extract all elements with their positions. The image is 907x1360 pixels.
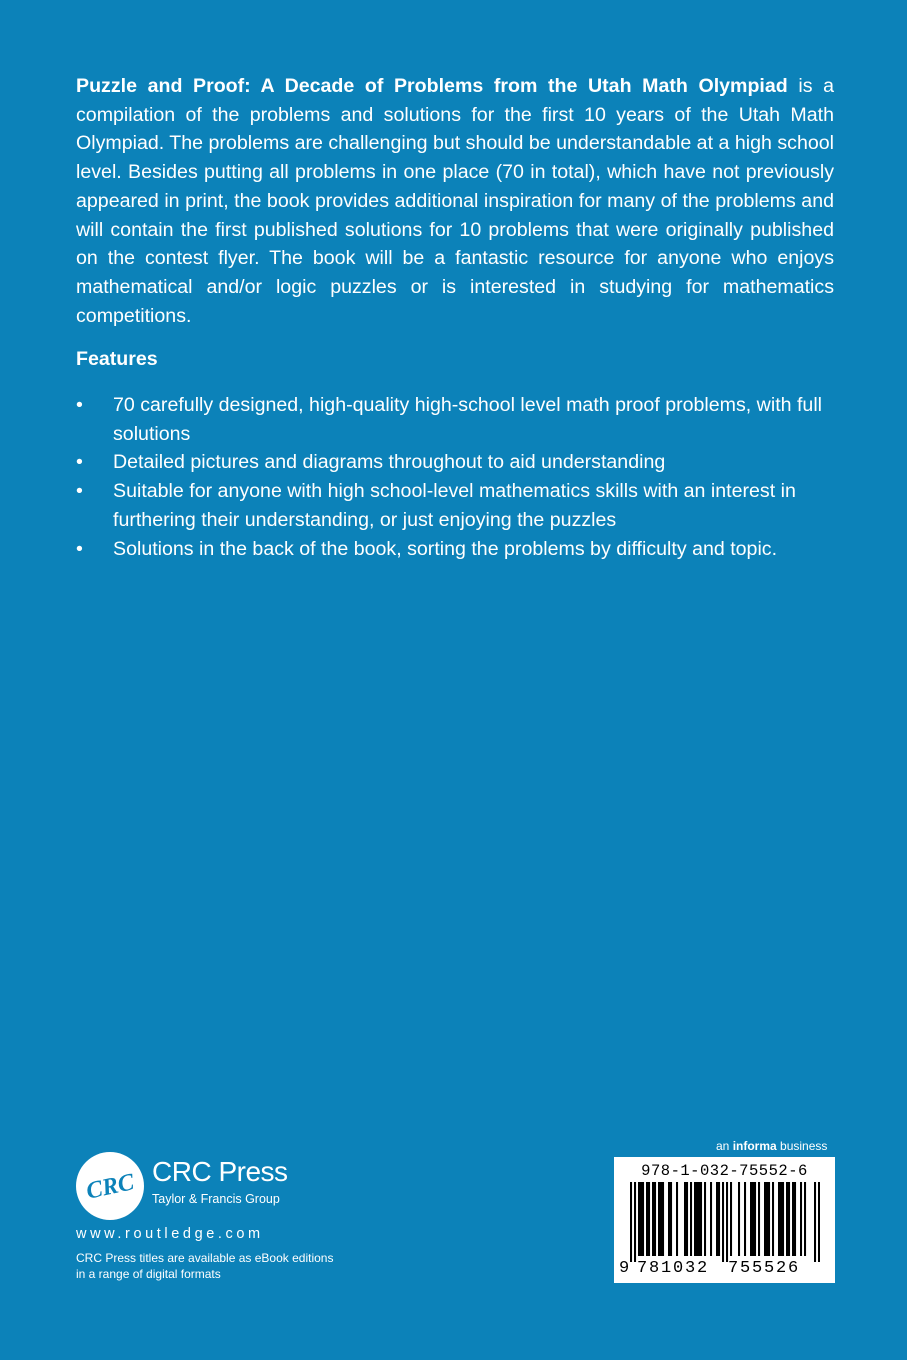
barcode-bar <box>686 1182 688 1256</box>
barcode-bar <box>744 1182 746 1256</box>
barcode-bar <box>640 1182 642 1256</box>
barcode-bar <box>660 1182 662 1256</box>
isbn-barcode <box>614 1157 835 1283</box>
informa-suffix: business <box>776 1139 828 1153</box>
barcode-bar <box>800 1182 802 1256</box>
barcode-bar <box>782 1182 784 1256</box>
feature-item: • 70 carefully designed, high-quality high-school level math proof problems, with full solutions <box>76 391 846 448</box>
barcode-bar <box>648 1182 650 1256</box>
barcode-bar <box>726 1182 728 1262</box>
crc-logo-icon <box>76 1152 144 1220</box>
barcode-digit-first: 9 <box>619 1259 630 1278</box>
barcode-bar <box>804 1182 806 1256</box>
barcode-bar <box>668 1182 670 1256</box>
publisher-website[interactable]: www.routledge.com <box>76 1226 264 1242</box>
informa-brand: informa <box>732 1139 777 1153</box>
barcode-bar <box>670 1182 672 1256</box>
crc-logo-text: CRC <box>84 1169 137 1205</box>
barcode-bar <box>638 1182 640 1256</box>
barcode-bar <box>646 1182 648 1256</box>
barcode-bar <box>652 1182 654 1256</box>
feature-item: • Suitable for anyone with high school-level mathematics skills with an interest in furthering their understanding, or just enjoying the puzzles <box>76 477 846 534</box>
informa-business-label <box>716 1138 827 1154</box>
barcode-bar <box>718 1182 720 1256</box>
book-description <box>76 72 834 330</box>
features-heading: Features <box>76 348 158 370</box>
barcode-bar <box>786 1182 788 1256</box>
features-list <box>76 391 846 563</box>
barcode-bar <box>716 1182 718 1256</box>
barcode-bar <box>730 1182 732 1256</box>
publisher-group: Taylor & Francis Group <box>152 1192 280 1206</box>
description-text: is a compilation of the problems and solutions for the first 10 years of the Utah Math Olympiad. The problems are challenging but should be understandable at a high school level. Besides putting all problems in one place (70 in total), which have not previously appeared in print, the book provides additional inspiration for many of the problems and will contain the first published solutions for 10 problems that were originally published on the contest flyer. The book will be a fantastic resource for anyone who enjoys mathematical and/or logic puzzles or is interested in studying for mathematics competitions. <box>76 75 834 327</box>
barcode-bar <box>630 1182 632 1262</box>
barcode-bar <box>700 1182 702 1256</box>
barcode-bar <box>778 1182 780 1256</box>
barcode-bar <box>634 1182 636 1262</box>
barcode-bar <box>780 1182 782 1256</box>
barcode-bar <box>818 1182 820 1262</box>
barcode-bar <box>676 1182 678 1256</box>
ebook-note: CRC Press titles are available as eBook editions in a range of digital formats <box>76 1251 334 1281</box>
barcode-bar <box>722 1182 724 1262</box>
barcode-bar <box>654 1182 656 1256</box>
barcode-bar <box>772 1182 774 1256</box>
barcode-bar <box>662 1182 664 1256</box>
barcode-bar <box>684 1182 686 1256</box>
barcode-bar <box>750 1182 752 1256</box>
barcode-bar <box>704 1182 706 1256</box>
barcode-bar <box>710 1182 712 1256</box>
barcode-bar <box>642 1182 644 1256</box>
barcode-bar <box>814 1182 816 1262</box>
barcode-bar <box>738 1182 740 1256</box>
barcode-bar <box>768 1182 770 1256</box>
feature-item: • Detailed pictures and diagrams throughout to aid understanding <box>76 448 846 477</box>
barcode-bar <box>694 1182 696 1256</box>
barcode-bar <box>698 1182 700 1256</box>
barcode-bar <box>758 1182 760 1256</box>
feature-item: • Solutions in the back of the book, sorting the problems by difficulty and topic. <box>76 535 846 564</box>
barcode-bar <box>788 1182 790 1256</box>
isbn-number: 978-1-032-75552-6 <box>641 1162 808 1180</box>
crc-logo <box>76 1152 144 1220</box>
barcode-digits-left: 781032 <box>637 1259 710 1278</box>
barcode-bar <box>766 1182 768 1256</box>
publisher-name: CRC Press <box>152 1156 288 1187</box>
barcode-bar <box>690 1182 692 1256</box>
barcode-bar <box>754 1182 756 1256</box>
barcode-bars <box>630 1182 820 1262</box>
book-title: Puzzle and Proof: A Decade of Problems from the Utah Math Olympiad <box>76 75 788 97</box>
publisher-block <box>76 1150 376 1290</box>
barcode-bar <box>794 1182 796 1256</box>
barcode-bar <box>792 1182 794 1256</box>
informa-prefix: an <box>716 1139 733 1153</box>
barcode-bar <box>658 1182 660 1256</box>
barcode-bar <box>752 1182 754 1256</box>
barcode-bar <box>696 1182 698 1256</box>
barcode-digits-right: 755526 <box>728 1259 801 1278</box>
barcode-bar <box>764 1182 766 1256</box>
